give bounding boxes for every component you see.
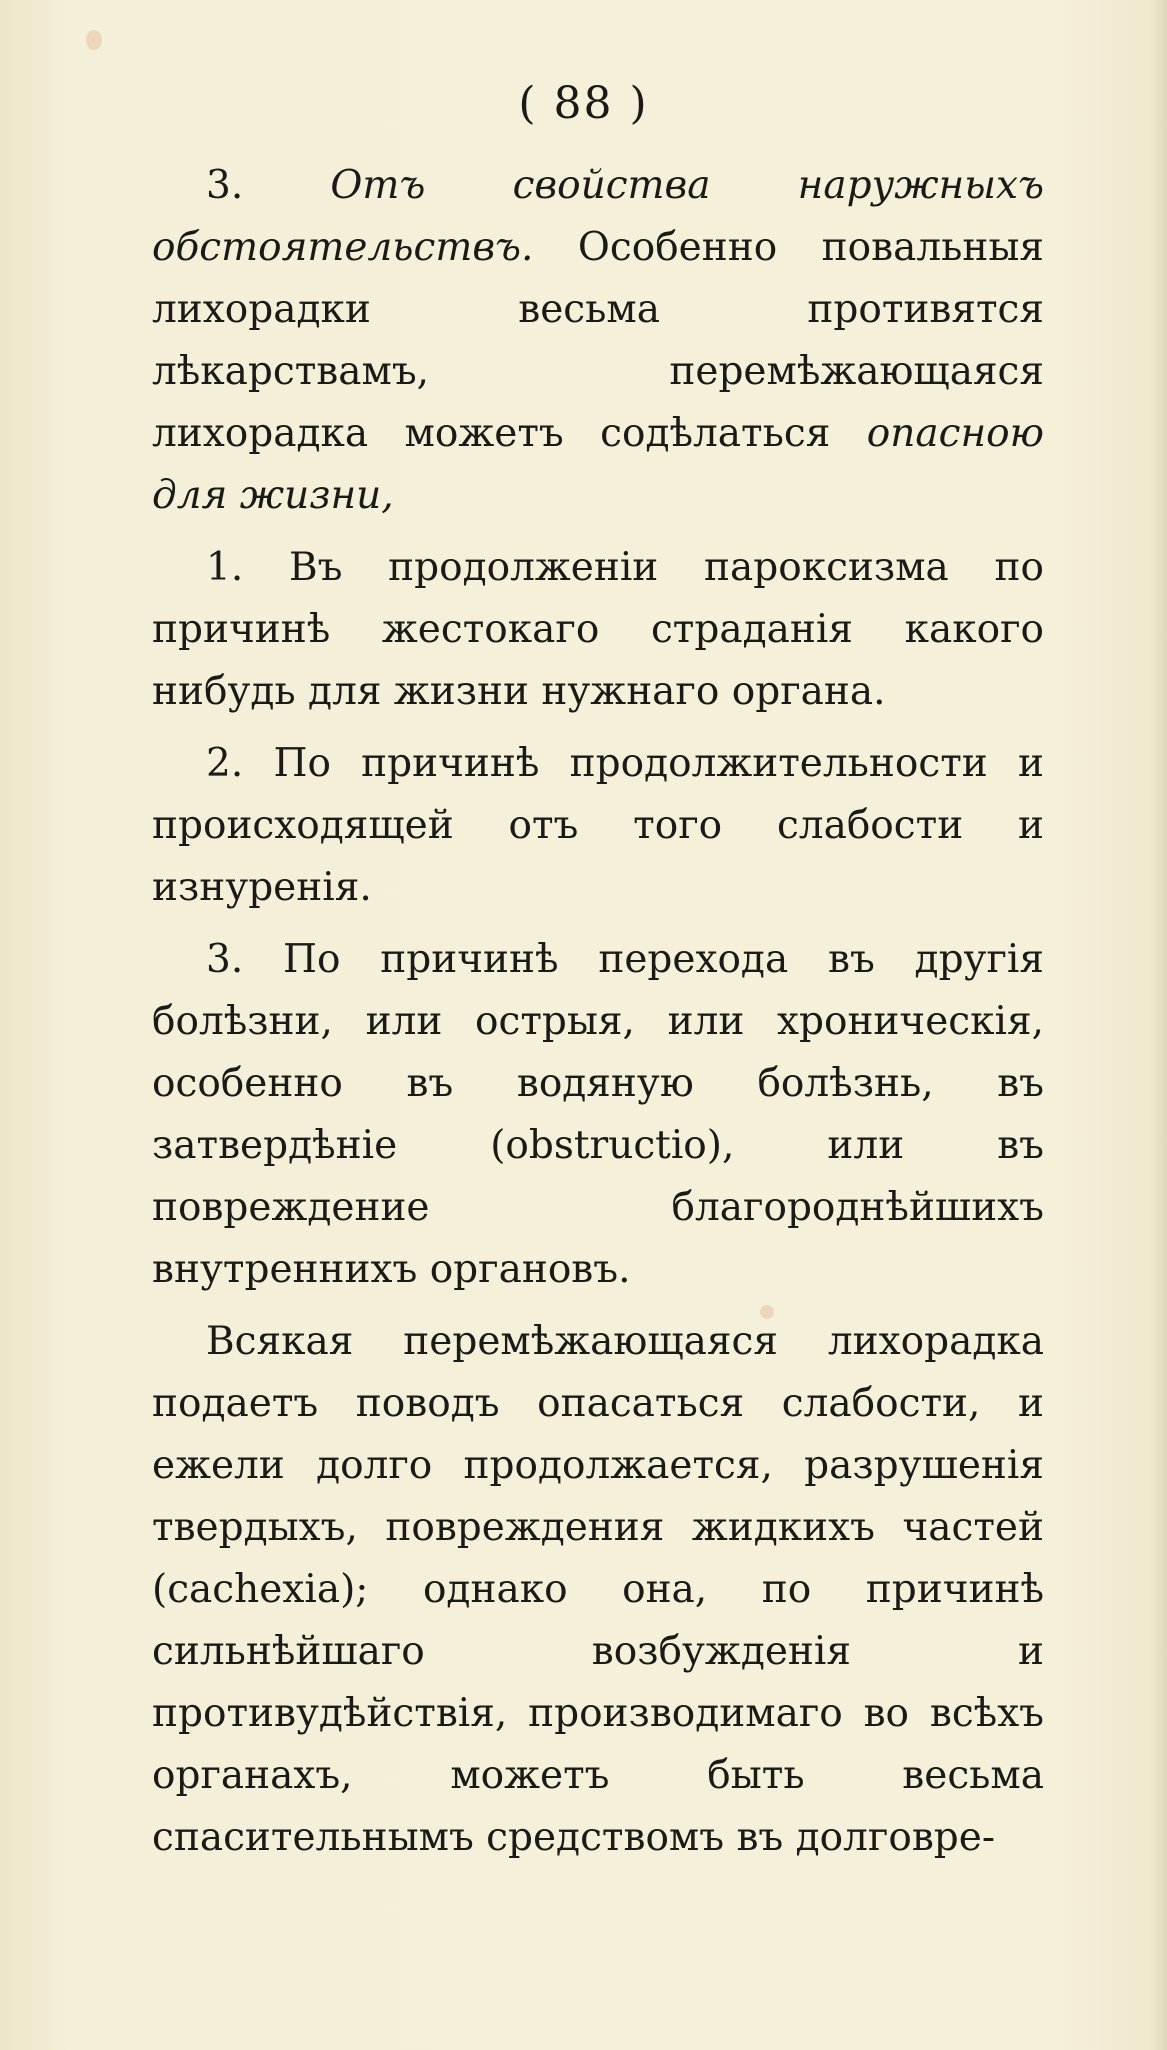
paragraph-text: По причинѣ перехода въ другія болѣзни, или острыя, или хроническія, особенно въ водяную болѣзнь, въ затвердѣніе (obstructio), или въ повреждение благороднѣйшихъ внутреннихъ органовъ. [152,937,1044,1292]
emphasis-text: опасною для жизни, [152,411,1044,518]
paragraph [152,929,1044,1301]
page-number: ( 88 ) [518,78,649,129]
paragraph-text: Въ продолженіи пароксизма по причинѣ жестокаго страданія какого нибудь для жизни нужнаго органа. [152,545,1044,714]
page-body [152,155,1044,1879]
paragraph [152,1311,1044,1869]
paragraph [152,155,1044,527]
paragraph-number: 1. [206,545,244,590]
page-edge-shadow [1149,0,1167,2050]
paragraph-text: По причинѣ продолжительности и происходящей отъ того слабости и изнуренія. [152,741,1044,910]
paper-stain [86,30,102,50]
paragraph-text: Всякая перемѣжающаяся лихорадка подаетъ поводъ опасаться слабости, и ежели долго продолжается, разрушенія твердыхъ, повреждения жидкихъ частей (cachexia); однако она, по причинѣ сильнѣйшаго возбужденія и противудѣйствія, производимаго во всѣхъ органахъ, можетъ быть весьма спасительнымъ средствомъ въ долговре- [152,1319,1044,1860]
paragraph-number: 3. [206,937,244,982]
paragraph-number: 3. [206,163,244,208]
section-heading: Отъ свойства наружныхъ обстоятельствъ. [152,163,1044,270]
paragraph-number: 2. [206,741,244,786]
paragraph-text: Особенно повальныя лихорадки весьма противятся лѣкарствамъ, перемѣжающаяся лихорадка можетъ содѣлаться [152,225,1044,456]
paragraph [152,537,1044,723]
paragraph [152,733,1044,919]
